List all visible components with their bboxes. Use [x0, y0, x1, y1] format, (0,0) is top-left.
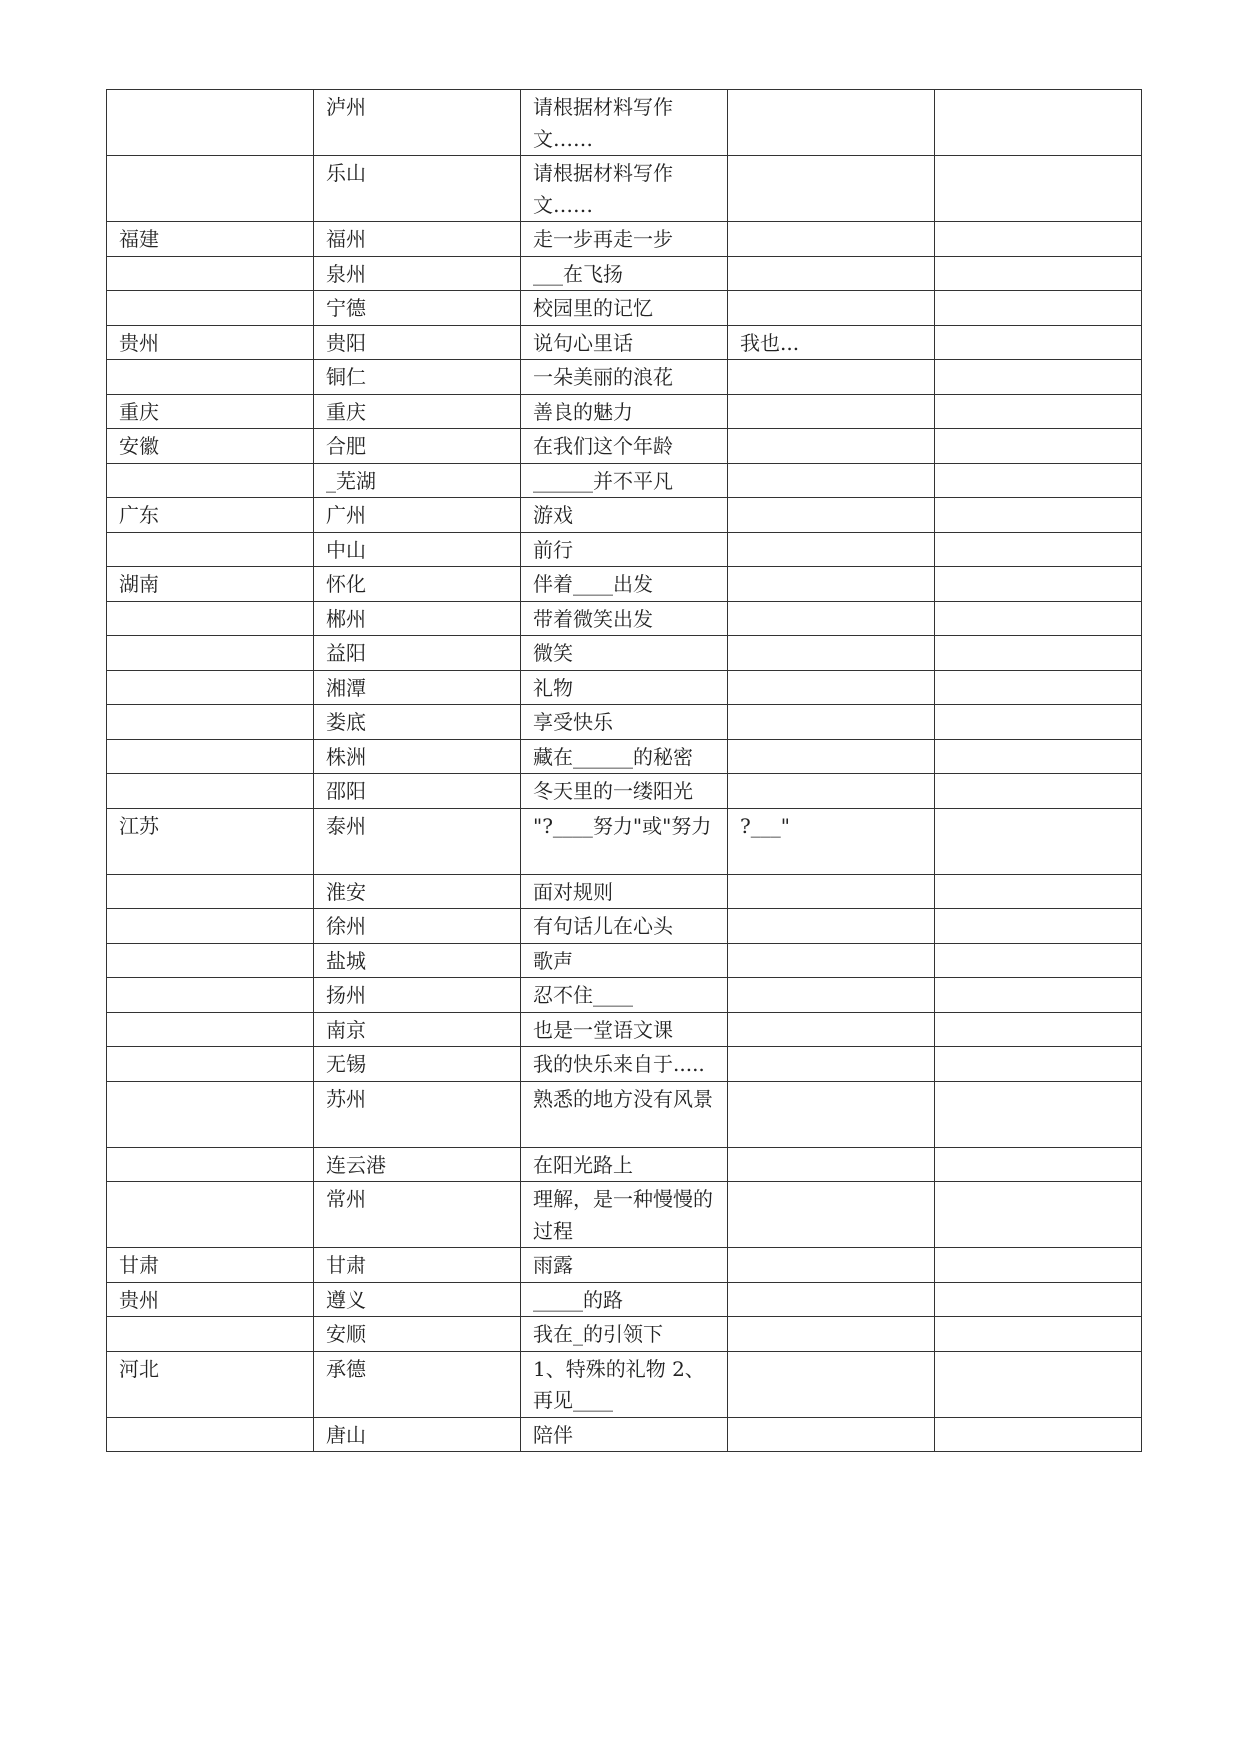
cell-province: [107, 156, 314, 222]
cell-city: 安顺: [314, 1317, 521, 1352]
cell-note: [728, 739, 935, 774]
table-row: [107, 739, 1142, 774]
table-row: [107, 1317, 1142, 1352]
cell-city: 遵义: [314, 1282, 521, 1317]
cell-topic: 藏在______的秘密: [521, 739, 728, 774]
cell-province: [107, 1081, 314, 1147]
cell-province: [107, 943, 314, 978]
cell-extra: [935, 874, 1142, 909]
cell-extra: [935, 1012, 1142, 1047]
table-row: [107, 1417, 1142, 1452]
cell-extra: [935, 1417, 1142, 1452]
cell-city: 甘肃: [314, 1248, 521, 1283]
cell-note: [728, 1047, 935, 1082]
cell-extra: [935, 532, 1142, 567]
cell-province: [107, 1147, 314, 1182]
cell-city: 唐山: [314, 1417, 521, 1452]
cell-topic: 理解，是一种慢慢的过程: [521, 1182, 728, 1248]
cell-extra: [935, 394, 1142, 429]
table-row: [107, 1351, 1142, 1417]
cell-extra: [935, 978, 1142, 1013]
table-row: [107, 774, 1142, 809]
cell-city: 泉州: [314, 256, 521, 291]
cell-topic: 走一步再走一步: [521, 222, 728, 257]
cell-province: 广东: [107, 498, 314, 533]
table-row: [107, 90, 1142, 156]
cell-note: [728, 601, 935, 636]
cell-province: 甘肃: [107, 1248, 314, 1283]
table-row: [107, 1147, 1142, 1182]
cell-city: 邵阳: [314, 774, 521, 809]
cell-topic: ______并不平凡: [521, 463, 728, 498]
cell-city: 常州: [314, 1182, 521, 1248]
cell-province: [107, 532, 314, 567]
cell-topic: 前行: [521, 532, 728, 567]
cell-note: [728, 1351, 935, 1417]
cell-province: 贵州: [107, 325, 314, 360]
cell-province: [107, 874, 314, 909]
cell-extra: [935, 256, 1142, 291]
table-row: [107, 1081, 1142, 1147]
cell-topic: 一朵美丽的浪花: [521, 360, 728, 395]
cell-note: [728, 874, 935, 909]
cell-note: [728, 1081, 935, 1147]
cell-extra: [935, 1147, 1142, 1182]
table-row: [107, 567, 1142, 602]
cell-city: 承德: [314, 1351, 521, 1417]
cell-extra: [935, 943, 1142, 978]
cell-topic: 请根据材料写作文……: [521, 156, 728, 222]
table-row: [107, 1182, 1142, 1248]
cell-topic: 游戏: [521, 498, 728, 533]
cell-province: [107, 256, 314, 291]
cell-city: 无锡: [314, 1047, 521, 1082]
cell-city: 徐州: [314, 909, 521, 944]
cell-topic: 我在_的引领下: [521, 1317, 728, 1352]
cell-topic: 请根据材料写作文……: [521, 90, 728, 156]
cell-note: [728, 1182, 935, 1248]
table-row: [107, 463, 1142, 498]
cell-extra: [935, 670, 1142, 705]
table-row: [107, 325, 1142, 360]
cell-note: [728, 360, 935, 395]
cell-note: ?___": [728, 808, 935, 874]
table-row: [107, 1282, 1142, 1317]
table-row: [107, 429, 1142, 464]
cell-topic: 熟悉的地方没有风景: [521, 1081, 728, 1147]
cell-topic: 礼物: [521, 670, 728, 705]
table-row: [107, 1248, 1142, 1283]
cell-city: 怀化: [314, 567, 521, 602]
cell-topic: 冬天里的一缕阳光: [521, 774, 728, 809]
cell-note: [728, 256, 935, 291]
cell-note: [728, 498, 935, 533]
table-row: [107, 874, 1142, 909]
table-row: [107, 978, 1142, 1013]
table-row: [107, 909, 1142, 944]
cell-extra: [935, 429, 1142, 464]
cell-city: 益阳: [314, 636, 521, 671]
cell-topic: 面对规则: [521, 874, 728, 909]
cell-note: [728, 394, 935, 429]
cell-extra: [935, 705, 1142, 740]
cell-extra: [935, 1351, 1142, 1417]
cell-city: 娄底: [314, 705, 521, 740]
cell-topic: 带着微笑出发: [521, 601, 728, 636]
cell-extra: [935, 222, 1142, 257]
cell-city: 福州: [314, 222, 521, 257]
cell-province: [107, 705, 314, 740]
cell-extra: [935, 291, 1142, 326]
cell-province: 江苏: [107, 808, 314, 874]
cell-note: [728, 567, 935, 602]
cell-note: [728, 1417, 935, 1452]
cell-extra: [935, 567, 1142, 602]
table-body: [107, 90, 1142, 1452]
cell-note: [728, 636, 935, 671]
cell-extra: [935, 360, 1142, 395]
cell-city: 苏州: [314, 1081, 521, 1147]
cell-note: [728, 774, 935, 809]
cell-topic: 陪伴: [521, 1417, 728, 1452]
cell-province: 安徽: [107, 429, 314, 464]
cell-topic: 也是一堂语文课: [521, 1012, 728, 1047]
cell-note: [728, 291, 935, 326]
cell-city: 株洲: [314, 739, 521, 774]
table-row: [107, 1047, 1142, 1082]
cell-extra: [935, 90, 1142, 156]
cell-city: 中山: [314, 532, 521, 567]
cell-topic: 伴着____出发: [521, 567, 728, 602]
cell-province: [107, 1317, 314, 1352]
cell-city: 连云港: [314, 1147, 521, 1182]
cell-city: 泰州: [314, 808, 521, 874]
cell-province: [107, 1182, 314, 1248]
cell-province: [107, 1417, 314, 1452]
cell-extra: [935, 601, 1142, 636]
cell-note: [728, 156, 935, 222]
cell-topic: 微笑: [521, 636, 728, 671]
cell-note: [728, 1147, 935, 1182]
cell-note: [728, 532, 935, 567]
cell-province: [107, 1047, 314, 1082]
cell-note: 我也...: [728, 325, 935, 360]
cell-topic: 1、特殊的礼物 2、再见____: [521, 1351, 728, 1417]
cell-topic: 我的快乐来自于.....: [521, 1047, 728, 1082]
cell-province: [107, 774, 314, 809]
cell-province: 贵州: [107, 1282, 314, 1317]
cell-city: 铜仁: [314, 360, 521, 395]
cell-extra: [935, 156, 1142, 222]
cell-topic: "?____努力"或"努力: [521, 808, 728, 874]
table-row: [107, 943, 1142, 978]
cell-note: [728, 705, 935, 740]
table-row: [107, 394, 1142, 429]
cell-extra: [935, 739, 1142, 774]
cell-topic: ___在飞扬: [521, 256, 728, 291]
cell-extra: [935, 1317, 1142, 1352]
cell-province: [107, 636, 314, 671]
cell-note: [728, 1248, 935, 1283]
cell-extra: [935, 1282, 1142, 1317]
cell-extra: [935, 636, 1142, 671]
cell-extra: [935, 1047, 1142, 1082]
cell-city: 重庆: [314, 394, 521, 429]
table-row: [107, 705, 1142, 740]
table-row: [107, 291, 1142, 326]
cell-topic: 歌声: [521, 943, 728, 978]
cell-city: 淮安: [314, 874, 521, 909]
cell-city: 湘潭: [314, 670, 521, 705]
cell-note: [728, 943, 935, 978]
cell-city: 扬州: [314, 978, 521, 1013]
cell-extra: [935, 1248, 1142, 1283]
cell-city: 贵阳: [314, 325, 521, 360]
table-row: [107, 601, 1142, 636]
cell-topic: 忍不住____: [521, 978, 728, 1013]
cell-province: 福建: [107, 222, 314, 257]
cell-province: [107, 463, 314, 498]
cell-extra: [935, 1182, 1142, 1248]
cell-note: [728, 978, 935, 1013]
cell-topic: 在我们这个年龄: [521, 429, 728, 464]
cell-city: 南京: [314, 1012, 521, 1047]
table-row: [107, 808, 1142, 874]
cell-topic: 善良的魅力: [521, 394, 728, 429]
table-row: [107, 360, 1142, 395]
cell-extra: [935, 1081, 1142, 1147]
table-row: [107, 498, 1142, 533]
cell-province: 河北: [107, 1351, 314, 1417]
table-row: [107, 670, 1142, 705]
cell-topic: 享受快乐: [521, 705, 728, 740]
cell-province: [107, 739, 314, 774]
cell-city: 广州: [314, 498, 521, 533]
cell-province: 重庆: [107, 394, 314, 429]
table-row: [107, 636, 1142, 671]
cell-extra: [935, 909, 1142, 944]
cell-note: [728, 1012, 935, 1047]
table-row: [107, 156, 1142, 222]
cell-topic: 雨露: [521, 1248, 728, 1283]
cell-city: 盐城: [314, 943, 521, 978]
cell-city: 乐山: [314, 156, 521, 222]
table-row: [107, 256, 1142, 291]
cell-province: [107, 291, 314, 326]
cell-province: [107, 909, 314, 944]
cell-note: [728, 429, 935, 464]
cell-extra: [935, 498, 1142, 533]
cell-note: [728, 90, 935, 156]
cell-topic: 校园里的记忆: [521, 291, 728, 326]
cell-topic: _____的路: [521, 1282, 728, 1317]
essay-topics-table: [106, 89, 1142, 1452]
cell-note: [728, 909, 935, 944]
cell-province: [107, 360, 314, 395]
cell-topic: 说句心里话: [521, 325, 728, 360]
cell-extra: [935, 325, 1142, 360]
table-row: [107, 1012, 1142, 1047]
cell-province: 湖南: [107, 567, 314, 602]
cell-note: [728, 1282, 935, 1317]
table-row: [107, 532, 1142, 567]
cell-city: 宁德: [314, 291, 521, 326]
cell-note: [728, 222, 935, 257]
cell-city: 郴州: [314, 601, 521, 636]
cell-province: [107, 1012, 314, 1047]
cell-extra: [935, 774, 1142, 809]
cell-extra: [935, 808, 1142, 874]
cell-province: [107, 978, 314, 1013]
cell-province: [107, 90, 314, 156]
cell-province: [107, 670, 314, 705]
cell-city: 合肥: [314, 429, 521, 464]
cell-topic: 在阳光路上: [521, 1147, 728, 1182]
cell-city: 泸州: [314, 90, 521, 156]
cell-note: [728, 463, 935, 498]
cell-topic: 有句话儿在心头: [521, 909, 728, 944]
table-row: [107, 222, 1142, 257]
cell-note: [728, 670, 935, 705]
cell-province: [107, 601, 314, 636]
cell-note: [728, 1317, 935, 1352]
cell-city: _芜湖: [314, 463, 521, 498]
cell-extra: [935, 463, 1142, 498]
